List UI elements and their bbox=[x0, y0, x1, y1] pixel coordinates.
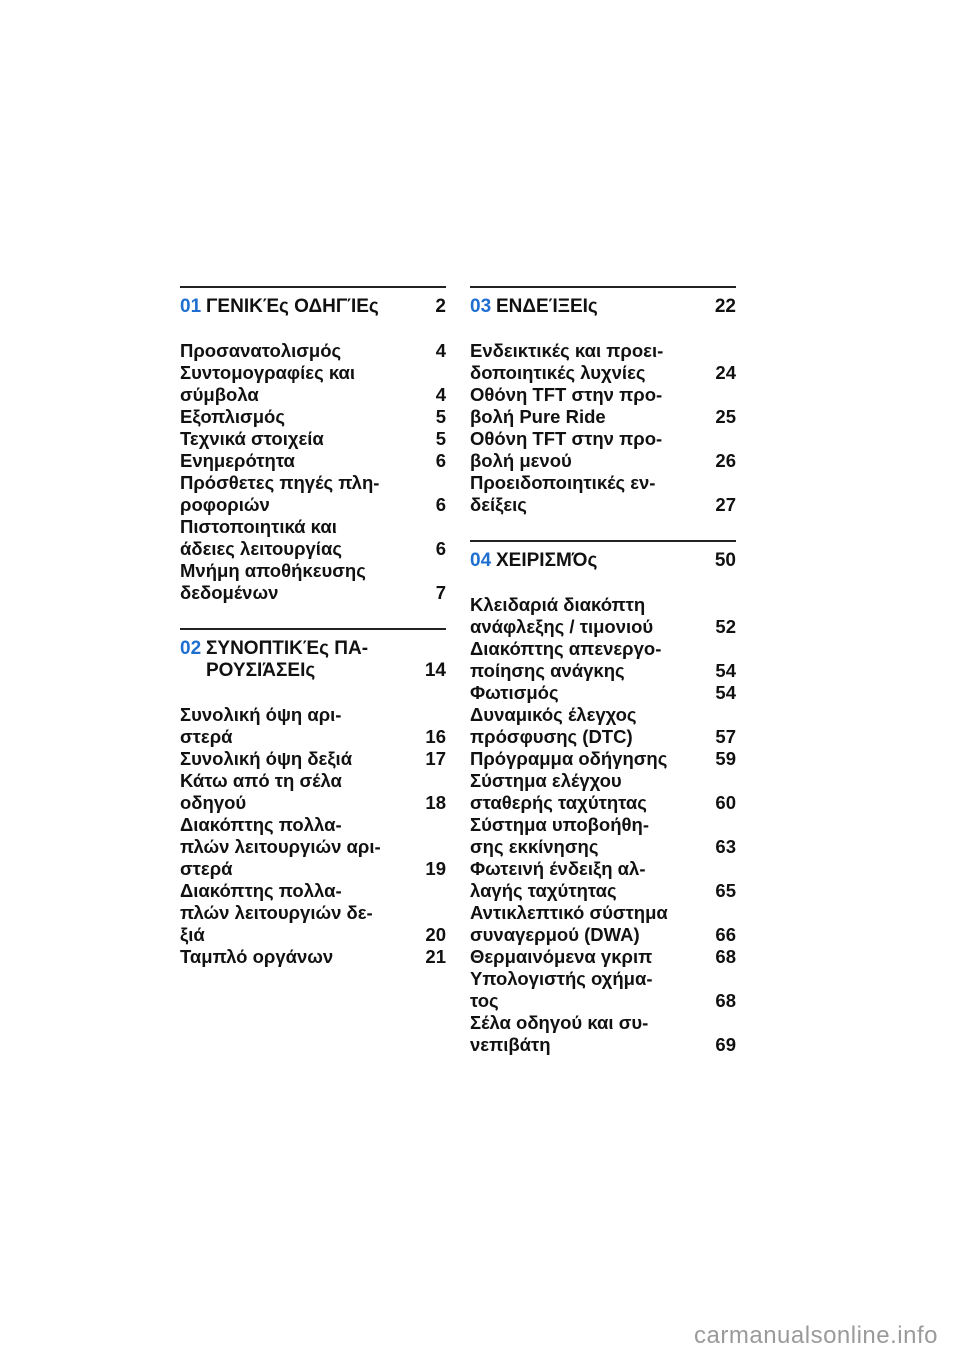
entry-page: 68 bbox=[715, 990, 736, 1011]
entry-title: Συνολική όψη αρι- στερά bbox=[180, 704, 342, 747]
entry-page: 25 bbox=[715, 406, 736, 427]
entry-title: Οθόνη TFT στην προ- βολή Pure Ride bbox=[470, 384, 663, 427]
entry-page: 20 bbox=[425, 924, 446, 945]
toc-section-03 bbox=[470, 286, 736, 516]
entry-page: 18 bbox=[425, 792, 446, 813]
entry-page: 5 bbox=[435, 406, 446, 427]
entry-title: Εξοπλισμός bbox=[180, 406, 285, 427]
section-heading[interactable] bbox=[470, 296, 736, 318]
toc-section-02 bbox=[180, 628, 446, 968]
entry-title: Τεχνικά στοιχεία bbox=[180, 428, 324, 449]
toc-entry[interactable] bbox=[180, 362, 446, 406]
toc-entry[interactable] bbox=[180, 704, 446, 748]
toc-entry[interactable] bbox=[180, 770, 446, 814]
entry-title: Αντικλεπτικό σύστημα συναγερμού (DWA) bbox=[470, 902, 668, 945]
entry-page: 54 bbox=[715, 660, 736, 681]
entry-title: Πρόσθετες πηγές πλη- ροφοριών bbox=[180, 472, 380, 515]
toc-entry[interactable] bbox=[470, 902, 736, 946]
toc-entry[interactable] bbox=[180, 516, 446, 560]
entry-title: Διακόπτης πολλα- πλών λειτουργιών δε- ξιά bbox=[180, 880, 373, 945]
section-number: 01 bbox=[180, 296, 202, 317]
entry-title: Σέλα οδηγού και συ- νεπιβάτη bbox=[470, 1012, 649, 1055]
entry-page: 63 bbox=[715, 836, 736, 857]
watermark-text: carmanualsonline.info bbox=[694, 1322, 938, 1349]
toc-entry[interactable] bbox=[470, 340, 736, 384]
entry-page: 6 bbox=[435, 538, 446, 559]
section-page: 22 bbox=[714, 296, 736, 317]
toc-entry[interactable] bbox=[470, 748, 736, 770]
toc-entry[interactable] bbox=[470, 946, 736, 968]
entry-page: 52 bbox=[715, 616, 736, 637]
entry-title: Σύστημα υποβοήθη- σης εκκίνησης bbox=[470, 814, 649, 857]
entry-title: Πιστοποιητικά και άδειες λειτουργίας bbox=[180, 516, 342, 559]
section-title: ΧΕΙΡΙΣΜΌς bbox=[496, 550, 598, 571]
entry-page: 6 bbox=[435, 494, 446, 515]
entry-title: Ενημερότητα bbox=[180, 450, 295, 471]
entry-page: 69 bbox=[715, 1034, 736, 1055]
entry-title: Κλειδαριά διακόπτη ανάφλεξης / τιμονιού bbox=[470, 594, 654, 637]
toc-entry[interactable] bbox=[470, 858, 736, 902]
entry-page: 57 bbox=[715, 726, 736, 747]
entry-page: 27 bbox=[715, 494, 736, 515]
toc-section-04 bbox=[470, 540, 736, 1056]
entry-title: Συντομογραφίες και σύμβολα bbox=[180, 362, 356, 405]
toc-entry[interactable] bbox=[470, 682, 736, 704]
toc-entry[interactable] bbox=[470, 968, 736, 1012]
entry-title: Ταμπλό οργάνων bbox=[180, 946, 334, 967]
entry-page: 4 bbox=[435, 340, 446, 361]
section-page: 50 bbox=[714, 550, 736, 571]
toc-entry[interactable] bbox=[470, 384, 736, 428]
entry-title: Κάτω από τη σέλα οδηγού bbox=[180, 770, 342, 813]
entry-title: Ενδεικτικές και προει- δοποιητικές λυχνίες bbox=[470, 340, 664, 383]
entry-title: Θερμαινόμενα γκριπ bbox=[470, 946, 653, 967]
entry-title: Οθόνη TFT στην προ- βολή μενού bbox=[470, 428, 663, 471]
entry-title: Προσανατολισμός bbox=[180, 340, 342, 361]
entry-page: 7 bbox=[435, 582, 446, 603]
entry-page: 66 bbox=[715, 924, 736, 945]
section-heading[interactable] bbox=[470, 550, 736, 572]
entry-page: 26 bbox=[715, 450, 736, 471]
entry-page: 68 bbox=[715, 946, 736, 967]
entry-page: 19 bbox=[425, 858, 446, 879]
section-title: ΣΥΝΟΠΤΙΚΈς ΠΑ- ΡΟΥΣΙΆΣΕΙς bbox=[206, 638, 369, 681]
toc-entry[interactable] bbox=[180, 946, 446, 968]
toc-entry[interactable] bbox=[470, 594, 736, 638]
entry-page: 60 bbox=[715, 792, 736, 813]
section-title: ΕΝΔΕΊΞΕΙς bbox=[496, 296, 598, 317]
toc-entry[interactable] bbox=[180, 880, 446, 946]
toc-section-01 bbox=[180, 286, 446, 604]
entry-title: Φωτισμός bbox=[470, 682, 559, 703]
entry-page: 54 bbox=[715, 682, 736, 703]
entry-title: Δυναμικός έλεγχος πρόσφυσης (DTC) bbox=[470, 704, 637, 747]
entry-title: Πρόγραμμα οδήγησης bbox=[470, 748, 668, 769]
toc-entry[interactable] bbox=[470, 1012, 736, 1056]
toc-entry[interactable] bbox=[470, 428, 736, 472]
entry-page: 4 bbox=[435, 384, 446, 405]
toc-entry[interactable] bbox=[180, 428, 446, 450]
toc-column-left bbox=[180, 286, 446, 992]
entry-title: Φωτεινή ένδειξη αλ- λαγής ταχύτητας bbox=[470, 858, 646, 901]
entry-page: 5 bbox=[435, 428, 446, 449]
entry-title: Διακόπτης πολλα- πλών λειτουργιών αρι- στερά bbox=[180, 814, 381, 879]
section-number: 03 bbox=[470, 296, 492, 317]
section-page: 14 bbox=[424, 660, 446, 681]
toc-entry[interactable] bbox=[180, 748, 446, 770]
toc-entry[interactable] bbox=[180, 814, 446, 880]
toc-entry[interactable] bbox=[470, 638, 736, 682]
toc-entry[interactable] bbox=[470, 704, 736, 748]
section-title: ΓΕΝΙΚΈς ΟΔΗΓΊΕς bbox=[206, 296, 379, 317]
entry-title: Σύστημα ελέγχου σταθερής ταχύτητας bbox=[470, 770, 647, 813]
section-heading[interactable] bbox=[180, 296, 446, 318]
entry-page: 24 bbox=[715, 362, 736, 383]
entry-page: 59 bbox=[715, 748, 736, 769]
entry-page: 21 bbox=[425, 946, 446, 967]
toc-column-right bbox=[470, 286, 736, 1080]
section-heading[interactable] bbox=[180, 638, 446, 682]
entry-page: 16 bbox=[425, 726, 446, 747]
toc-entry[interactable] bbox=[180, 450, 446, 472]
section-page: 2 bbox=[435, 296, 446, 317]
entry-title: Μνήμη αποθήκευσης δεδομένων bbox=[180, 560, 366, 603]
section-number: 02 bbox=[180, 638, 202, 659]
toc-entry[interactable] bbox=[470, 472, 736, 516]
entry-title: Προειδοποιητικές εν- δείξεις bbox=[470, 472, 656, 515]
entry-page: 17 bbox=[425, 748, 446, 769]
toc-entry[interactable] bbox=[470, 814, 736, 858]
toc-entry[interactable] bbox=[180, 560, 446, 604]
entry-title: Συνολική όψη δεξιά bbox=[180, 748, 353, 769]
section-number: 04 bbox=[470, 550, 492, 571]
entry-title: Υπολογιστής οχήμα- τος bbox=[470, 968, 653, 1011]
toc-entry[interactable] bbox=[180, 472, 446, 516]
toc-entry[interactable] bbox=[180, 340, 446, 362]
toc-entry[interactable] bbox=[180, 406, 446, 428]
entry-page: 65 bbox=[715, 880, 736, 901]
entry-title: Διακόπτης απενεργο- ποίησης ανάγκης bbox=[470, 638, 662, 681]
toc-entry[interactable] bbox=[470, 770, 736, 814]
entry-page: 6 bbox=[435, 450, 446, 471]
